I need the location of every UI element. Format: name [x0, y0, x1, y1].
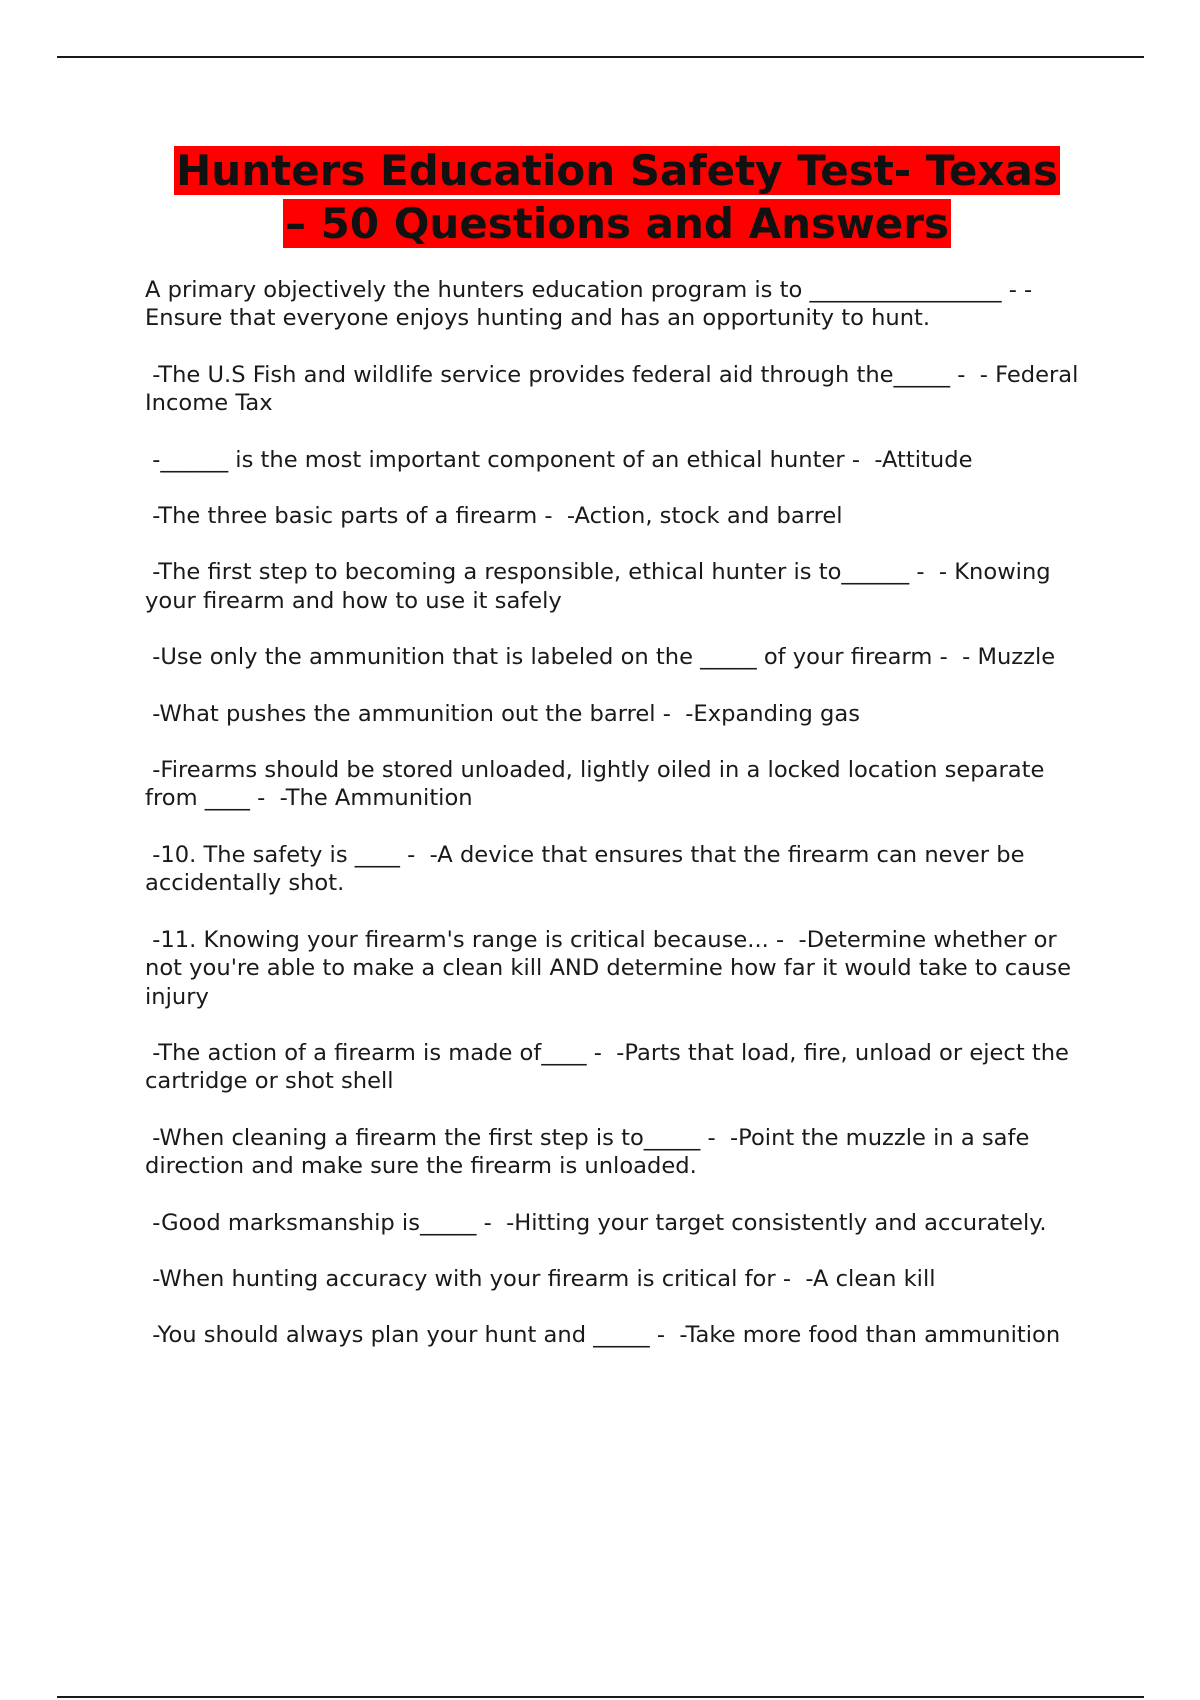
top-rule — [57, 56, 1144, 58]
question-item: -10. The safety is ____ - -A device that ensures that the firearm can never be accidentally shot. — [145, 841, 1032, 897]
question-item: -11. Knowing your firearm's range is critical because... - -Determine whether or not you're able to make a clean kill AND determine how far it would take to cause injury — [145, 926, 1079, 1010]
question-item: -When hunting accuracy with your firearm is critical for - -A clean kill — [145, 1265, 936, 1292]
question-item: A primary objectively the hunters education program is to _________________ - -Ensure that everyone enjoys hunting and has an opportunity to hunt. — [145, 277, 1033, 332]
question-list — [145, 276, 1090, 1350]
question-item: -Use only the ammunition that is labeled on the _____ of your firearm - - Muzzle — [145, 644, 1056, 671]
question-item: -Good marksmanship is_____ - -Hitting your target consistently and accurately. — [145, 1209, 1047, 1236]
document-title — [146, 144, 1088, 250]
bottom-rule — [57, 1696, 1144, 1698]
question-item: -You should always plan your hunt and _____ - -Take more food than ammunition — [145, 1322, 1061, 1349]
title-line-1: Hunters Education Safety Test- Texas — [176, 146, 1058, 195]
question-item: -The action of a firearm is made of____ - -Parts that load, fire, unload or eject the cartridge or shot shell — [145, 1039, 1077, 1095]
question-item: -______ is the most important component of an ethical hunter - -Attitude — [145, 446, 973, 473]
question-item: -The first step to becoming a responsible, ethical hunter is to______ - - Knowing your firearm and how to use it safely — [145, 559, 1058, 614]
question-item: -The U.S Fish and wildlife service provides federal aid through the_____ - - Federal Income Tax — [145, 361, 1086, 417]
title-line-2: – 50 Questions and Answers — [285, 199, 949, 248]
question-item: -Firearms should be stored unloaded, lightly oiled in a locked location separate from ____ - -The Ammunition — [145, 757, 1052, 812]
question-item: -When cleaning a firearm the first step is to_____ - -Point the muzzle in a safe direction and make sure the firearm is unloaded. — [145, 1124, 1037, 1180]
question-item: -What pushes the ammunition out the barrel - -Expanding gas — [145, 700, 860, 727]
question-item: -The three basic parts of a firearm - -Action, stock and barrel — [145, 503, 843, 530]
